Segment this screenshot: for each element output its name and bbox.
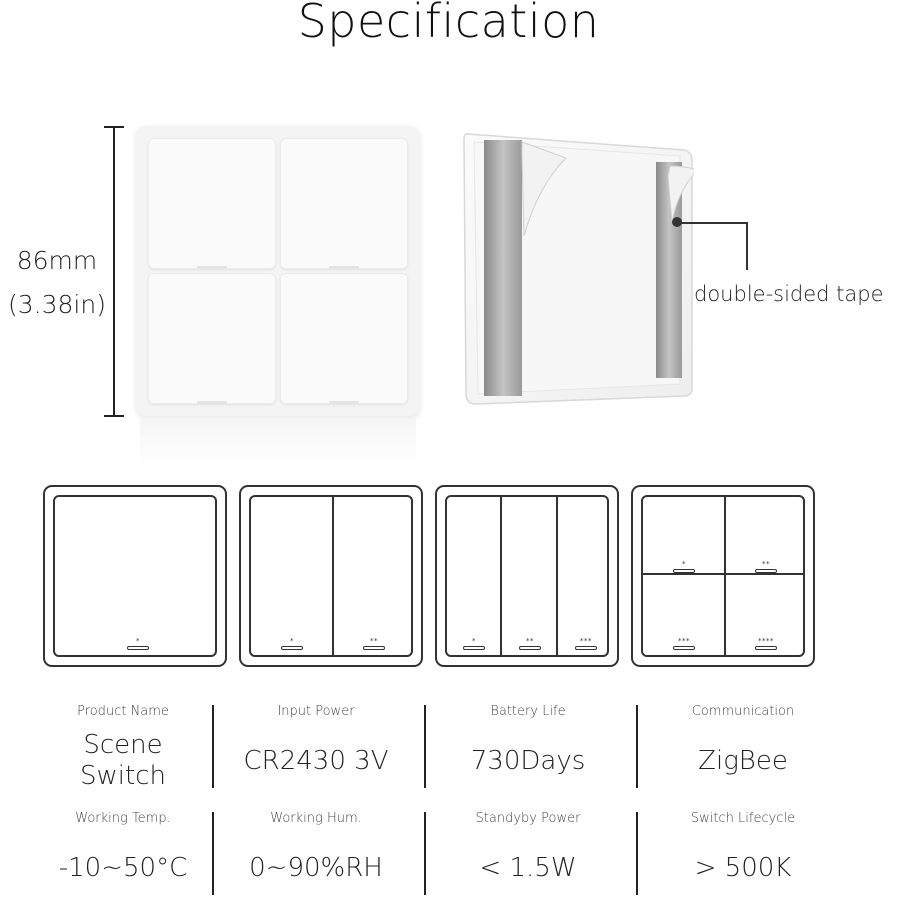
led-dots: * [290,637,294,645]
spec-label-working-temp: Working Temp. [75,811,171,826]
spec-separator [212,812,214,895]
divider [643,573,803,575]
callout-line-horizontal [678,222,748,224]
led-indicator [363,646,385,650]
led-dots: *** [678,637,690,645]
led-dots: * [682,560,686,568]
led-dots: ** [526,637,534,645]
switch-back-view [462,126,694,406]
variant-1-gang [43,485,227,667]
led-indicator [127,646,149,650]
led-indicator [575,646,597,650]
front-button-top-left [148,138,276,269]
led-indicator [281,646,303,650]
front-button-bottom-right [280,273,408,404]
front-led-mark [197,266,227,269]
front-led-mark [329,266,359,269]
led-indicator [755,569,777,573]
spec-separator [636,812,638,895]
led-indicator [463,646,485,650]
dimension-in-label: (3.38in) [8,290,106,319]
spec-label-battery-life: Battery Life [490,704,566,719]
led-indicator [519,646,541,650]
led-indicator [755,646,777,650]
spec-value-working-temp: -10~50°C [58,853,188,883]
led-dots: ** [762,560,770,568]
spec-value-communication: ZigBee [698,746,788,776]
variant-3-gang [435,485,619,667]
dimension-cap-top [104,126,124,128]
led-dots: **** [758,637,774,645]
led-dots: * [472,637,476,645]
spec-separator [424,705,426,788]
spec-value-product-name-line2: Switch [80,761,166,791]
spec-label-product-name: Product Name [77,704,169,719]
tape-callout-label: double-sided tape [694,282,884,306]
spec-value-working-hum: 0~90%RH [249,853,383,883]
divider [556,497,558,655]
led-indicator [673,646,695,650]
spec-value-input-power: CR2430 3V [243,746,389,776]
divider [332,497,334,655]
front-led-mark [329,401,359,404]
switch-front-view [136,126,420,416]
spec-value-battery-life: 730Days [470,746,586,776]
spec-separator [212,705,214,788]
page-title: Specification [297,0,600,48]
front-led-mark [197,401,227,404]
spec-label-standby-power: Standyby Power [475,811,581,826]
spec-label-communication: Communication [691,704,795,719]
spec-separator [424,812,426,895]
led-dots: * [136,637,140,645]
spec-label-switch-lifecycle: Switch Lifecycle [690,811,796,826]
front-button-bottom-left [148,273,276,404]
led-dots: *** [580,637,592,645]
callout-line-vertical [746,222,748,270]
dimension-cap-bottom [104,415,124,417]
switch-reflection [140,418,416,468]
divider [500,497,502,655]
dimension-mm-label: 86mm [16,246,98,275]
spec-separator [636,705,638,788]
led-dots: ** [370,637,378,645]
dimension-line [113,126,115,416]
spec-label-input-power: Input Power [277,704,355,719]
spec-label-working-hum: Working Hum. [270,811,362,826]
spec-value-product-name-line1: Scene [83,730,163,760]
tape-strip-left [484,140,522,396]
front-button-top-right [280,138,408,269]
variant-4-gang [631,485,815,667]
spec-value-standby-power: < 1.5W [479,853,577,883]
variant-2-gang [239,485,423,667]
divider [724,497,726,655]
spec-value-switch-lifecycle: > 500K [694,853,792,883]
led-indicator [673,569,695,573]
